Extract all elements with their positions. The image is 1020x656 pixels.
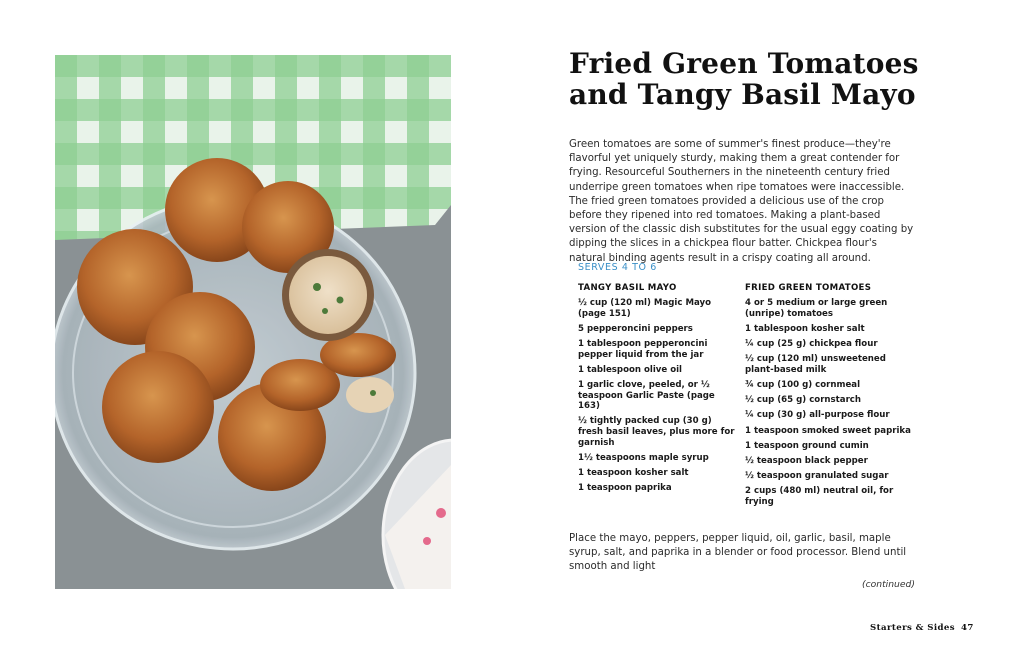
recipe-intro: Green tomatoes are some of summer's finest produce—they're flavorful yet uniquely sturdy, making them a great contender for frying. Resourceful Southerners in the nineteenth century fried underripe green tomatoes when ripe tomatoes were inaccessible. The fried green tomatoes provided a delicious use of the crop before they ripened into red tomatoes. Making a plant-based version of the classic dish substitutes for the usual eggy coating by dipping the slices in a chickpea flour batter. Chickpea flour's natural binding agents result in a crispy coating all around. [569, 139, 914, 264]
ingredient-item: 5 pepperoncini peppers [578, 323, 693, 334]
ingredient-item: 1 teaspoon paprika [578, 483, 672, 494]
method-text: Place the mayo, peppers, pepper liquid, oil, garlic, basil, maple syrup, salt, and paprika in a blender or food processor. Blend until smooth and light [569, 533, 907, 573]
tomato-ingredients-column [745, 283, 915, 512]
tomato-heading: FRIED GREEN TOMATOES [745, 283, 872, 293]
ingredient-item: 1 garlic clove, peeled, or ½ teaspoon Garlic Paste (page 163) [578, 379, 715, 412]
recipe-title [569, 48, 969, 110]
page-number: 47 [961, 623, 974, 633]
ingredient-item: 4 or 5 medium or large green (unripe) tomatoes [745, 298, 888, 319]
ingredient-item: ½ cup (65 g) cornstarch [745, 395, 862, 406]
ingredient-item: ½ cup (120 ml) unsweetened plant-based milk [745, 354, 886, 375]
ingredient-item: 2 cups (480 ml) neutral oil, for frying [745, 486, 894, 507]
continued-label: (continued) [862, 579, 915, 590]
ingredient-item: 1 teaspoon kosher salt [578, 467, 689, 478]
ingredient-item: ½ tightly packed cup (30 g) fresh basil leaves, plus more for garnish [578, 416, 735, 448]
page-footer [870, 623, 974, 633]
ingredient-item: ¼ cup (25 g) chickpea flour [745, 338, 878, 349]
ingredient-item: ¼ cup (30 g) all-purpose flour [745, 410, 890, 421]
ingredient-item: 1 tablespoon olive oil [578, 364, 683, 375]
title-line-2: and Tangy Basil Mayo [569, 78, 916, 111]
ingredient-item: ¾ cup (100 g) cornmeal [745, 379, 861, 390]
mayo-ingredients-column [578, 283, 738, 498]
ingredient-item: ½ teaspoon black pepper [745, 455, 868, 466]
ingredient-item: 1 tablespoon pepperoncini pepper liquid from the jar [578, 338, 708, 360]
ingredient-item: ½ teaspoon granulated sugar [745, 471, 889, 482]
tomato-ingredient-list [745, 298, 915, 507]
mayo-heading: TANGY BASIL MAYO [578, 283, 677, 293]
title-line-1: Fried Green Tomatoes [569, 47, 919, 80]
section-name: Starters & Sides [870, 623, 956, 633]
serves-label: SERVES 4 TO 6 [578, 262, 657, 273]
ingredient-item: 1 teaspoon ground cumin [745, 440, 869, 451]
ingredient-item: ½ cup (120 ml) Magic Mayo (page 151) [578, 298, 712, 319]
ingredient-item: 1 tablespoon kosher salt [745, 323, 865, 334]
fried-green-tomatoes-illustration [55, 55, 451, 589]
ingredient-item: 1½ teaspoons maple syrup [578, 452, 709, 463]
food-photo [55, 55, 451, 589]
mayo-ingredient-list [578, 298, 738, 494]
ingredient-item: 1 teaspoon smoked sweet paprika [745, 425, 911, 436]
